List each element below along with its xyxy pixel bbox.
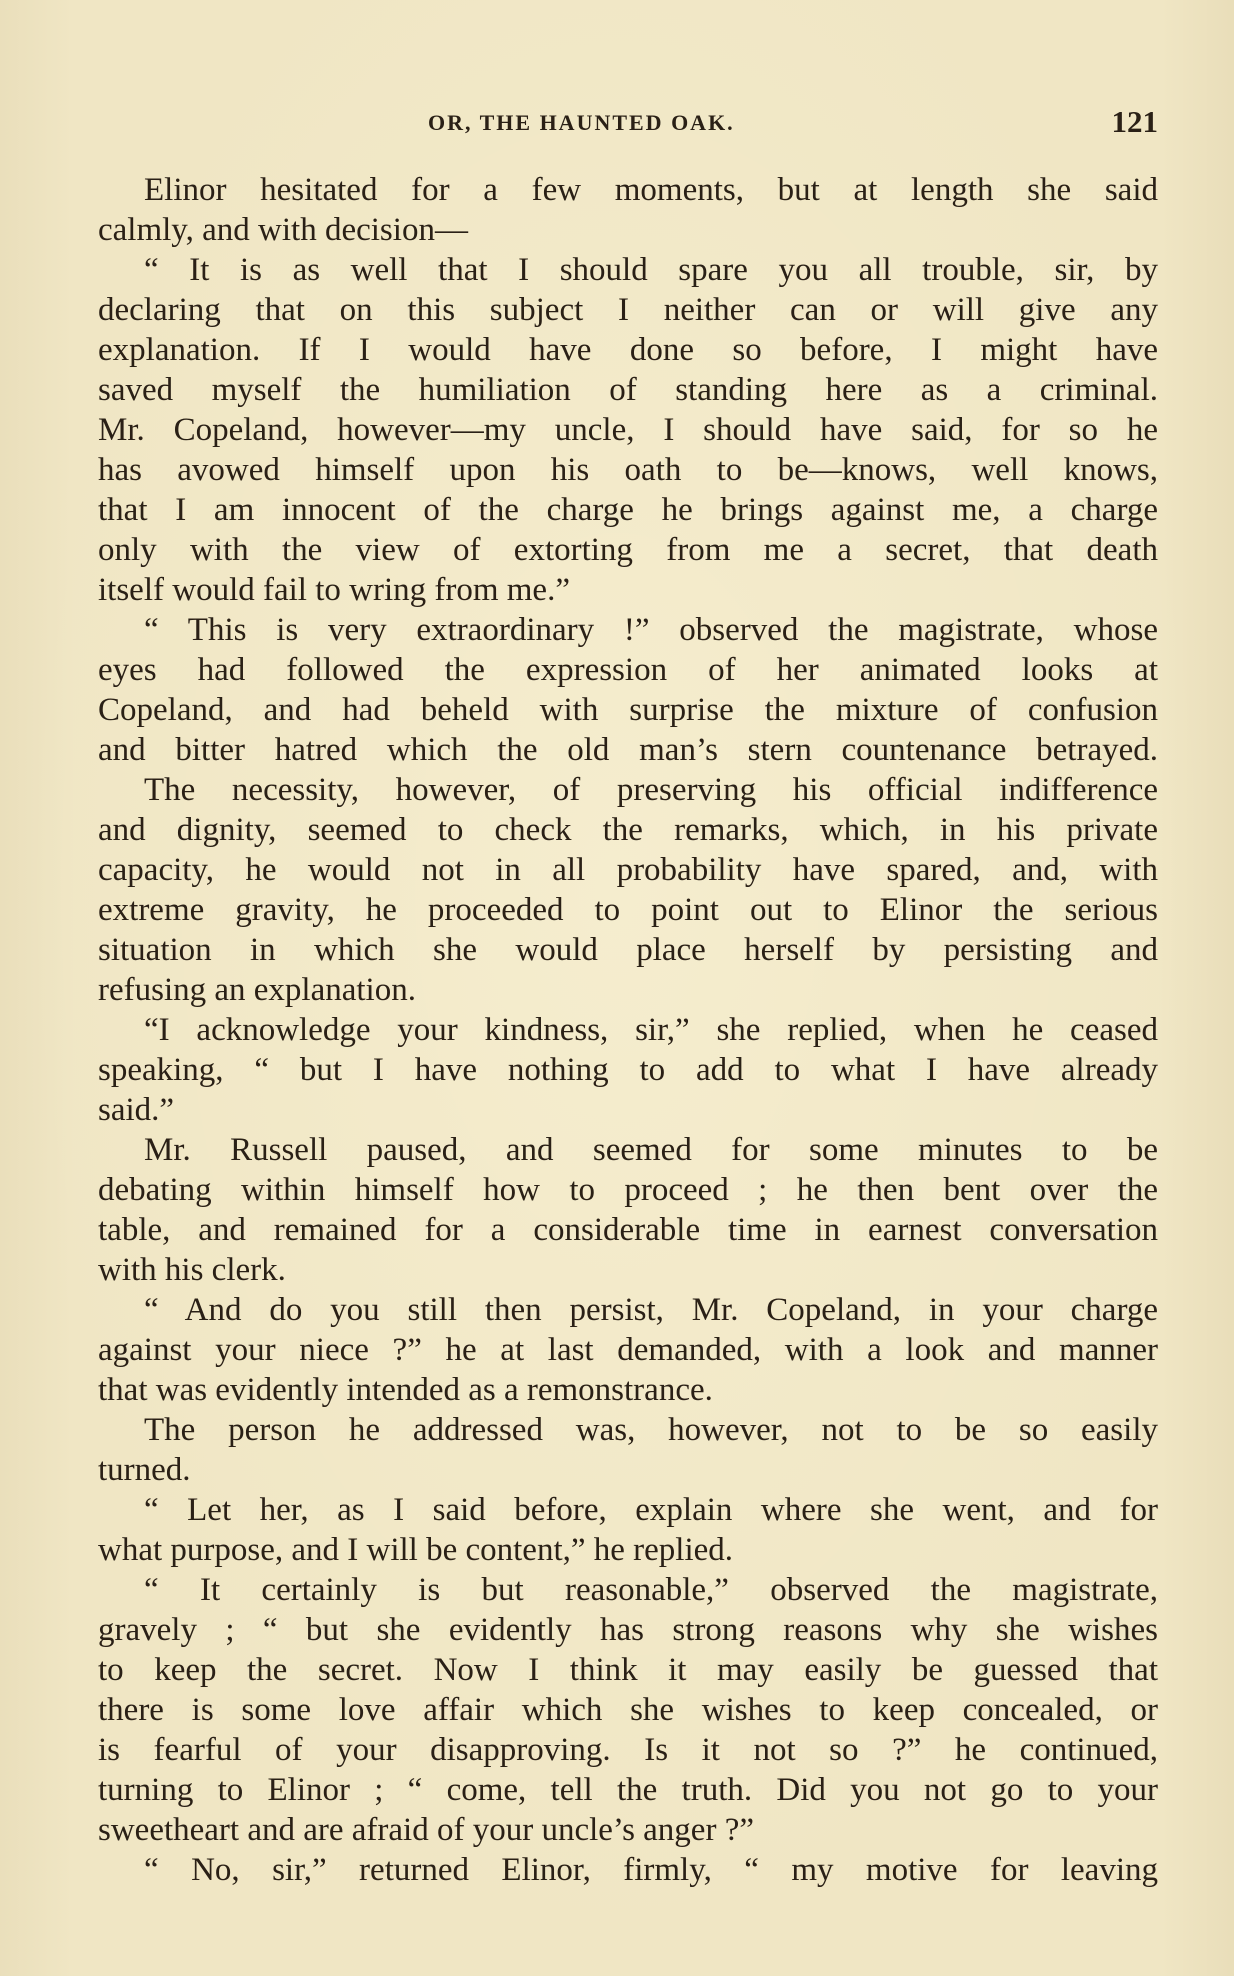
text-line: capacity, he would not in all probability have spared, and, with xyxy=(98,852,1158,888)
text-line: debating within himself how to proceed ; he then bent over the xyxy=(98,1172,1158,1208)
text-line: itself would fail to wring from me.” xyxy=(98,572,570,608)
text-line: “ It is as well that I should spare you all trouble, sir, by xyxy=(144,252,1158,288)
text-line: against your niece ?” he at last demanded, with a look and manner xyxy=(98,1332,1158,1368)
text-line: speaking, “ but I have nothing to add to what I have already xyxy=(98,1052,1158,1088)
text-line: explanation. If I would have done so before, I might have xyxy=(98,332,1158,368)
text-line: gravely ; “ but she evidently has strong reasons why she wishes xyxy=(98,1612,1158,1648)
text-line: situation in which she would place herself by persisting and xyxy=(98,932,1158,968)
text-line: extreme gravity, he proceeded to point out to Elinor the serious xyxy=(98,892,1158,928)
text-line: Mr. Copeland, however—my uncle, I should have said, for so he xyxy=(98,412,1158,448)
text-line: “ It certainly is but reasonable,” observed the magistrate, xyxy=(144,1572,1158,1608)
text-line: saved myself the humiliation of standing here as a criminal. xyxy=(98,372,1158,408)
text-line: “ No, sir,” returned Elinor, firmly, “ my motive for leaving xyxy=(144,1852,1158,1888)
text-line: “ Let her, as I said before, explain where she went, and for xyxy=(144,1492,1158,1528)
text-line: turned. xyxy=(98,1452,191,1488)
text-line: calmly, and with decision— xyxy=(98,212,468,248)
text-line: turning to Elinor ; “ come, tell the truth. Did you not go to your xyxy=(98,1772,1158,1808)
text-line: “ And do you still then persist, Mr. Copeland, in your charge xyxy=(144,1292,1158,1328)
text-line: “ This is very extraordinary !” observed the magistrate, whose xyxy=(144,612,1158,648)
text-line: “I acknowledge your kindness, sir,” she replied, when he ceased xyxy=(144,1012,1158,1048)
text-line: that was evidently intended as a remonstrance. xyxy=(98,1372,713,1408)
text-line: what purpose, and I will be content,” he replied. xyxy=(98,1532,734,1568)
text-line: there is some love affair which she wishes to keep concealed, or xyxy=(98,1692,1158,1728)
text-line: only with the view of extorting from me a secret, that death xyxy=(98,532,1158,568)
text-line: to keep the secret. Now I think it may easily be guessed that xyxy=(98,1652,1158,1688)
text-line: is fearful of your disapproving. Is it not so ?” he continued, xyxy=(98,1732,1158,1768)
text-line: that I am innocent of the charge he brings against me, a charge xyxy=(98,492,1158,528)
text-line: and dignity, seemed to check the remarks, which, in his private xyxy=(98,812,1158,848)
text-line: with his clerk. xyxy=(98,1252,286,1288)
text-line: has avowed himself upon his oath to be—knows, well knows, xyxy=(98,452,1158,488)
text-line: Elinor hesitated for a few moments, but at length she said xyxy=(144,172,1158,208)
page-header xyxy=(98,104,1158,144)
text-line: sweetheart and are afraid of your uncle’s anger ?” xyxy=(98,1812,754,1848)
text-line: table, and remained for a considerable time in earnest conversation xyxy=(98,1212,1158,1248)
text-line: and bitter hatred which the old man’s stern countenance betrayed. xyxy=(98,732,1158,768)
text-line: said.” xyxy=(98,1092,175,1128)
body-text xyxy=(98,170,1158,1890)
text-line: The necessity, however, of preserving his official indifference xyxy=(144,772,1158,808)
page-number: 121 xyxy=(1111,104,1158,139)
text-line: refusing an explanation. xyxy=(98,972,416,1008)
text-line: The person he addressed was, however, not to be so easily xyxy=(144,1412,1158,1448)
text-line: eyes had followed the expression of her animated looks at xyxy=(98,652,1158,688)
running-head: OR, THE HAUNTED OAK. xyxy=(428,110,735,135)
text-line: declaring that on this subject I neither can or will give any xyxy=(98,292,1158,328)
text-line: Mr. Russell paused, and seemed for some minutes to be xyxy=(144,1132,1158,1168)
text-line: Copeland, and had beheld with surprise the mixture of confusion xyxy=(98,692,1158,728)
